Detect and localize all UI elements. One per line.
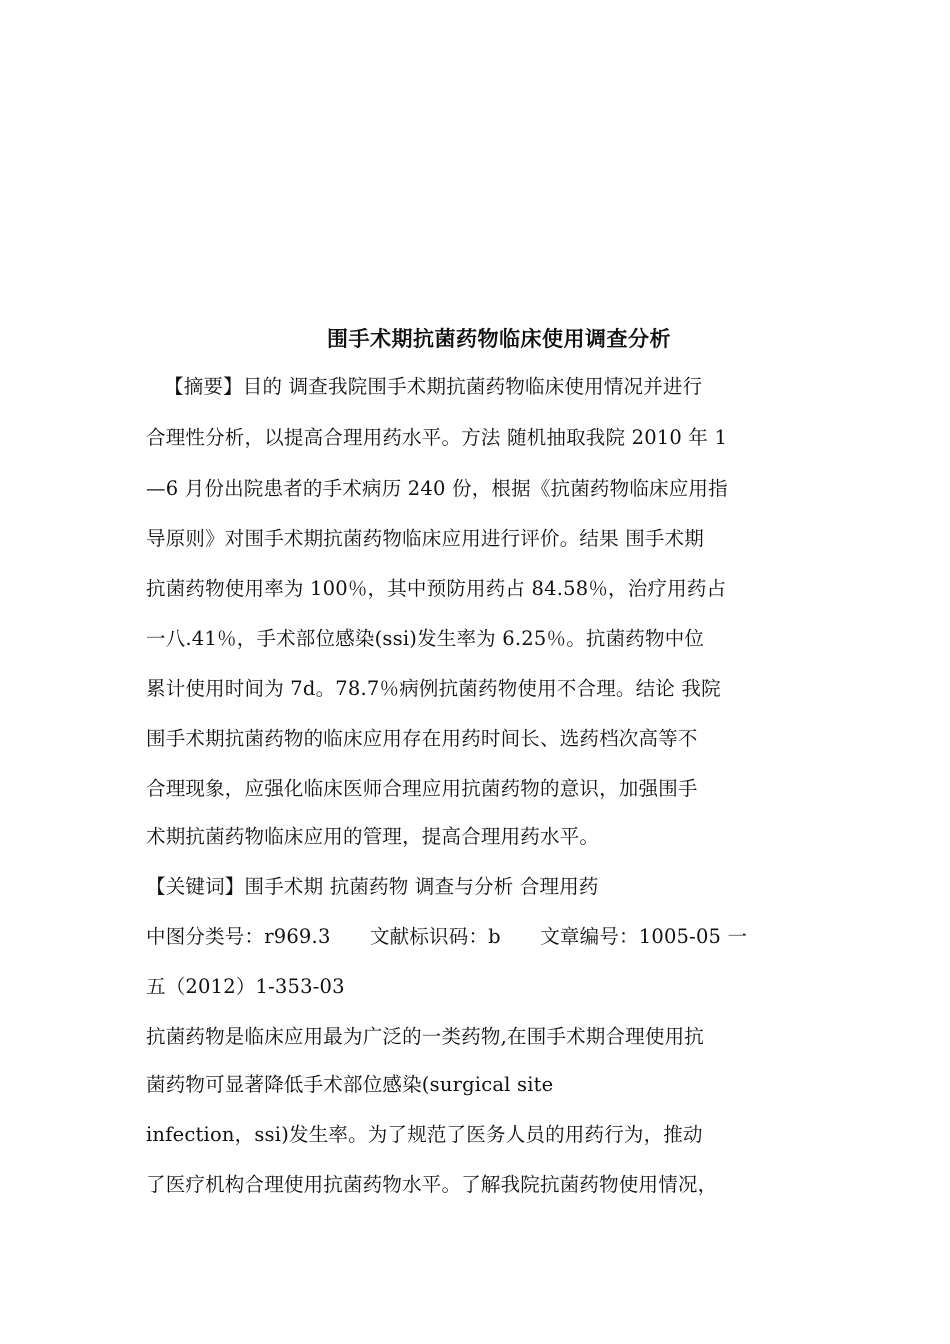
body-line-3: infection，ssi)发生率。为了规范了医务人员的用药行为，推动 bbox=[146, 1123, 703, 1146]
abstract-line-1: 【摘要】目的 调查我院围手术期抗菌药物临床使用情况并进行 bbox=[164, 375, 703, 398]
abstract-line-2: 合理性分析，以提高合理用药水平。方法 随机抽取我院 2010 年 1 bbox=[146, 426, 728, 449]
keywords-line: 【关键词】围手术期 抗菌药物 调查与分析 合理用药 bbox=[146, 875, 599, 898]
abstract-line-7: 累计使用时间为 7d。78.7％病例抗菌药物使用不合理。结论 我院 bbox=[146, 677, 721, 700]
abstract-line-3: —6 月份出院患者的手术病历 240 份，根据《抗菌药物临床应用指 bbox=[146, 477, 728, 500]
classification-line-cont: 五（2012）1-353-03 bbox=[146, 975, 345, 998]
abstract-line-5: 抗菌药物使用率为 100％，其中预防用药占 84.58％，治疗用药占 bbox=[146, 577, 727, 600]
body-line-4: 了医疗机构合理使用抗菌药物水平。了解我院抗菌药物使用情况， bbox=[146, 1173, 718, 1196]
body-line-2: 菌药物可显著降低手术部位感染(surgical site bbox=[146, 1073, 554, 1096]
abstract-line-9: 合理现象，应强化临床医师合理应用抗菌药物的意识，加强围手 bbox=[146, 777, 698, 800]
document-title: 围手术期抗菌药物临床使用调查分析 bbox=[327, 327, 671, 351]
abstract-line-4: 导原则》对围手术期抗菌药物临床应用进行评价。结果 围手术期 bbox=[146, 527, 704, 550]
abstract-line-6: 一八.41％，手术部位感染(ssi)发生率为 6.25％。抗菌药物中位 bbox=[146, 627, 705, 650]
classification-line: 中图分类号：r969.3 文献标识码：b 文章编号：1005-05 一 bbox=[146, 925, 748, 948]
abstract-line-8: 围手术期抗菌药物的临床应用存在用药时间长、选药档次高等不 bbox=[146, 727, 698, 750]
abstract-line-10: 术期抗菌药物临床应用的管理，提高合理用药水平。 bbox=[146, 825, 600, 848]
body-line-1: 抗菌药物是临床应用最为广泛的一类药物,在围手术期合理使用抗 bbox=[146, 1025, 704, 1048]
